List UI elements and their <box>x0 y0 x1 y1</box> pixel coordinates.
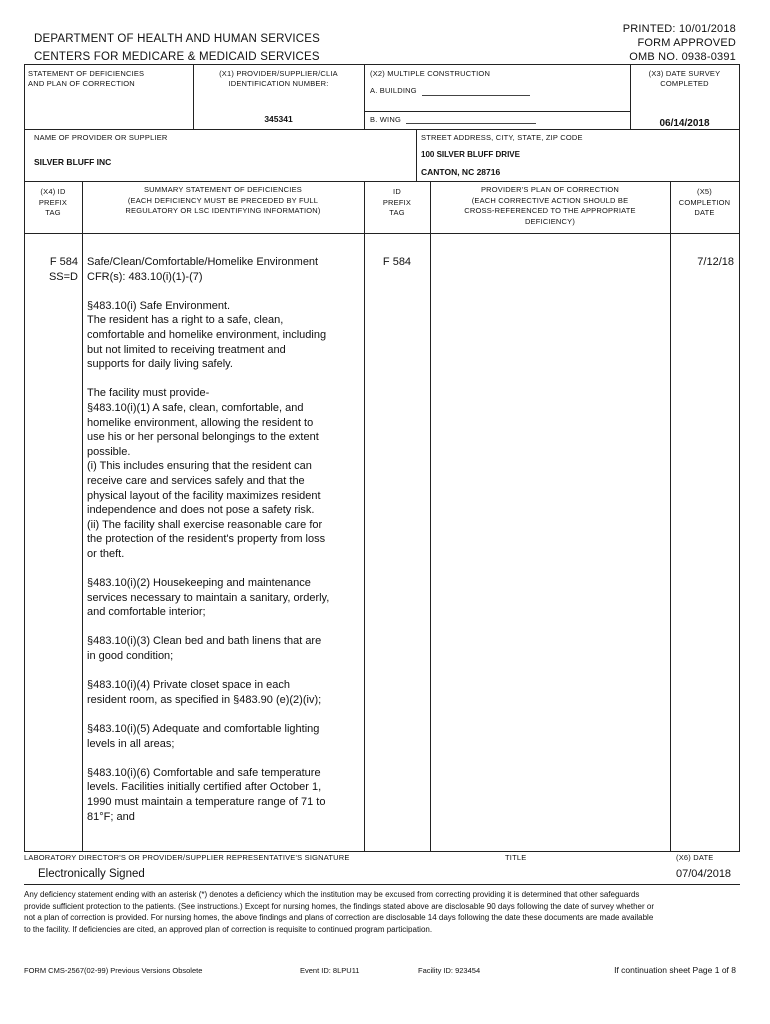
signature-label: LABORATORY DIRECTOR'S OR PROVIDER/SUPPLIER REPRESENTATIVE'S SIGNATURE <box>24 853 350 862</box>
provider-id: 345341 <box>264 114 293 124</box>
summary-statement <box>87 255 362 839</box>
plan-header: PROVIDER'S PLAN OF CORRECTION (EACH CORRECTIVE ACTION SHOULD BE CROSS-REFERENCED TO THE APPROPRIATE DEFICIENCY) <box>464 185 636 226</box>
provider-name-label: NAME OF PROVIDER OR SUPPLIER <box>34 133 168 142</box>
city-state-zip: CANTON, NC 28716 <box>421 167 501 177</box>
provider-name: SILVER BLUFF INC <box>34 157 112 167</box>
x4-header: (X4) ID PREFIX TAG <box>38 187 68 217</box>
disclaimer: Any deficiency statement ending with an asterisk (*) denotes a deficiency which the institution may be excused from correcting providing it is determined that other safeguards provide sufficient protection to the patients. (See instructions.) Except for nursing homes, the findings stated above are disclosable 90 days following the date of survey whether or not a plan of correction is provided. For nursing homes, the above findings and plans of correction are disclosable 14 days following the date these documents are made available to the facility. If deficiencies are cited, an approved plan of correction is requisite to continued program participation. <box>24 890 654 934</box>
x3-label: (X3) DATE SURVEY COMPLETED <box>648 69 721 88</box>
paragraph: §483.10(i)(3) Clean bed and bath linens that are in good condition; <box>87 635 322 663</box>
paragraph: §483.10(i)(4) Private closet space in each resident room, as specified in §483.90 (e)(2)(iv); <box>87 679 322 706</box>
address-label: STREET ADDRESS, CITY, STATE, ZIP CODE <box>421 133 583 142</box>
statement-label: STATEMENT OF DEFICIENCIES AND PLAN OF CORRECTION <box>28 69 145 88</box>
form-number: FORM CMS-2567(02-99) Previous Versions Obsolete <box>24 966 203 975</box>
paragraph: §483.10(i)(6) Comfortable and safe temperature levels. Facilities initially certified after October 1, 1990 must maintain a temperature range of 71 to 81°F; and <box>87 766 326 823</box>
department-title: DEPARTMENT OF HEALTH AND HUMAN SERVICES <box>34 33 320 45</box>
printed-date: PRINTED: 10/01/2018 <box>622 23 736 35</box>
x2-label: (X2) MULTIPLE CONSTRUCTION <box>370 69 491 78</box>
event-id: Event ID: 8LPU11 <box>300 966 360 975</box>
title-label: TITLE <box>505 853 527 862</box>
signed-date: 07/04/2018 <box>676 868 732 880</box>
page-indicator: If continuation sheet Page 1 of 8 <box>614 965 736 975</box>
facility-id: Facility ID: 923454 <box>418 966 481 975</box>
id-header: ID PREFIX TAG <box>382 187 412 217</box>
building-label: A. BUILDING <box>370 86 417 95</box>
survey-date: 06/14/2018 <box>659 118 710 129</box>
paragraph: §483.10(i)(5) Adequate and comfortable lighting levels in all areas; <box>87 723 320 750</box>
paragraph: The facility must provide- §483.10(i)(1) A safe, clean, comfortable, and homelike environment, allowing the resident to use his or her personal belongings to the extent possible. (i) This includes ensuring that the resident can receive care and services safely and that the physical layout of the facility maximizes resident independence and does not pose a safety risk. (ii) The facility shall exercise reasonable care for the protection of the resident's property from loss or theft. <box>87 387 326 560</box>
paragraph: Safe/Clean/Comfortable/Homelike Environment CFR(s): 483.10(i)(1)-(7) <box>87 256 319 283</box>
x5-header: (X5) COMPLETION DATE <box>678 187 731 217</box>
signature-value: Electronically Signed <box>38 868 145 880</box>
paragraph: §483.10(i)(2) Housekeeping and maintenance services necessary to maintain a sanitary, orderly, and comfortable interior; <box>87 577 330 619</box>
id-prefix-tag: F 584 <box>382 256 412 268</box>
wing-label: B. WING <box>370 115 401 124</box>
completion-date: 7/12/18 <box>697 256 734 268</box>
date-label: (X6) DATE <box>676 853 714 862</box>
deficiency-tag: F 584 <box>49 256 78 268</box>
omb-number: OMB NO. 0938-0391 <box>629 51 736 63</box>
scope-severity: SS=D <box>48 271 78 283</box>
paragraph: §483.10(i) Safe Environment. The resident has a right to a safe, clean, comfortable and homelike environment, including but not limited to receiving treatment and supports for daily living safely. <box>87 299 327 371</box>
street-address: 100 SILVER BLUFF DRIVE <box>421 150 520 159</box>
x1-label: (X1) PROVIDER/SUPPLIER/CLIA IDENTIFICATION NUMBER: <box>219 69 338 88</box>
summary-header: SUMMARY STATEMENT OF DEFICIENCIES (EACH DEFICIENCY MUST BE PRECEDED BY FULL REGULATORY OR LSC IDENTIFYING INFORMATION) <box>125 185 321 215</box>
agency-title: CENTERS FOR MEDICARE & MEDICAID SERVICES <box>34 51 320 63</box>
form-approved: FORM APPROVED <box>637 37 736 49</box>
